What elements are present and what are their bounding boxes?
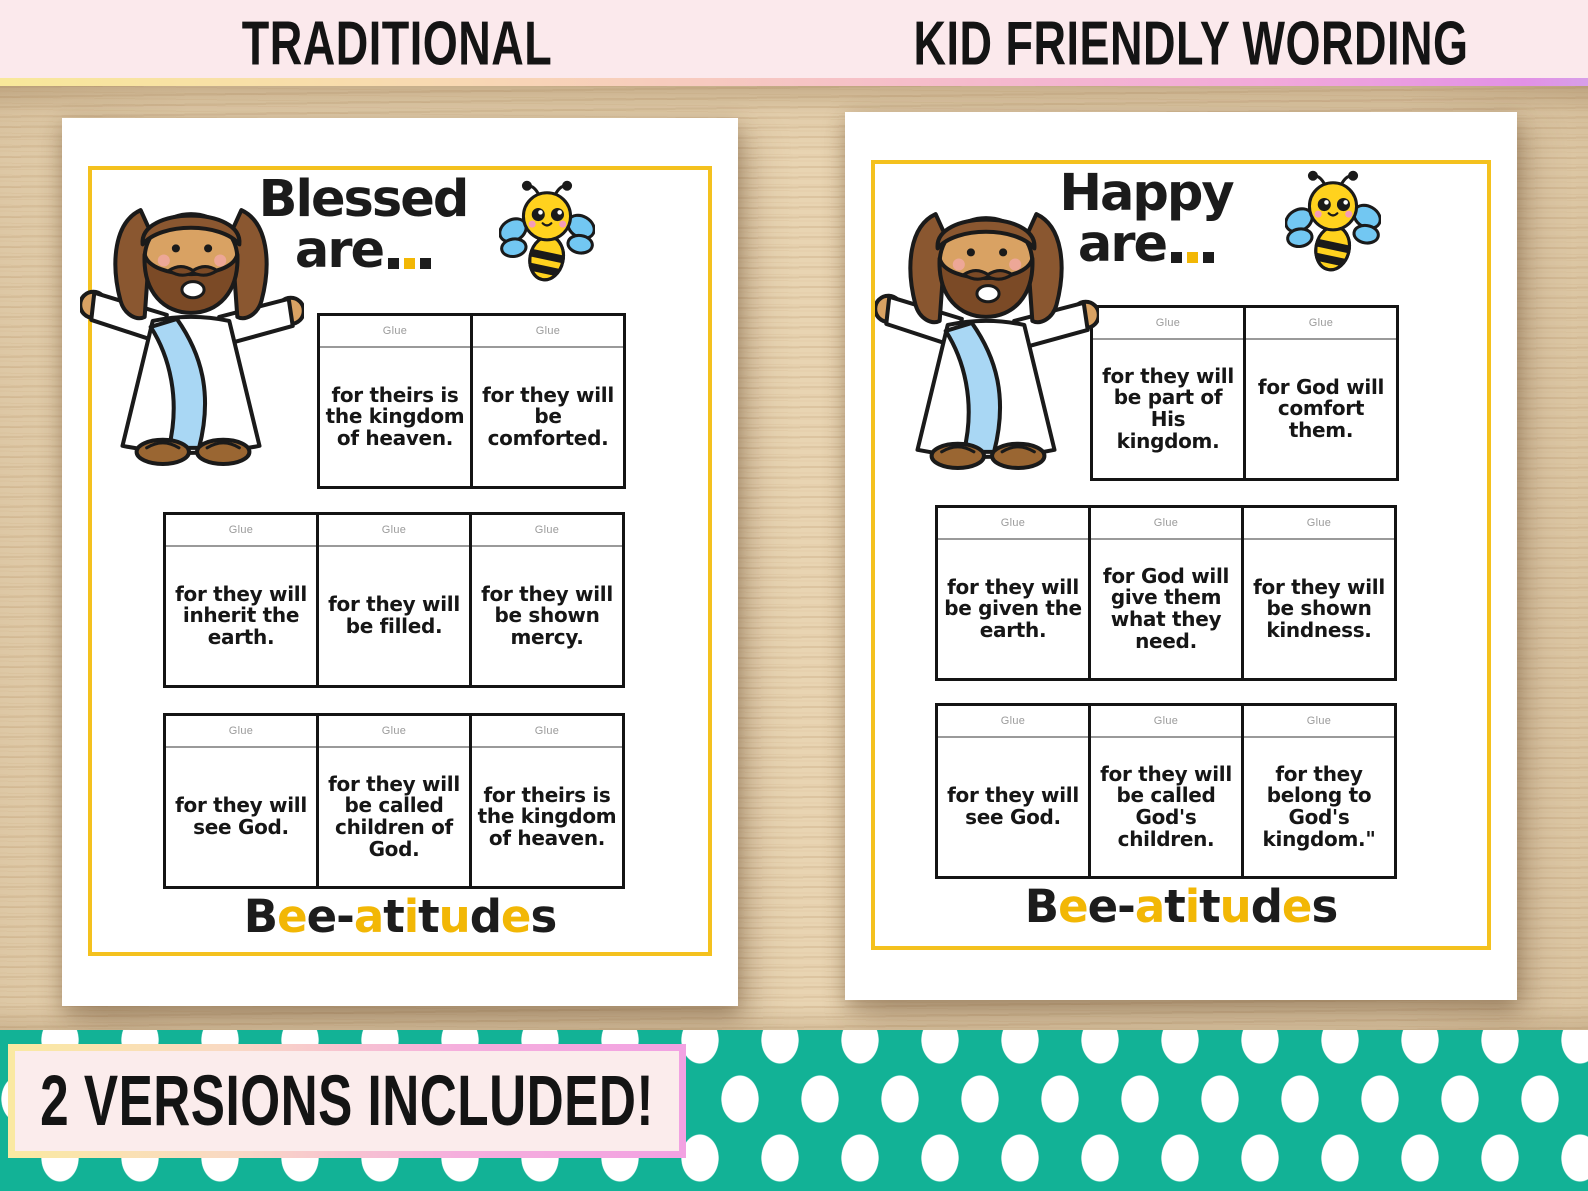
worksheet-traditional [62,118,738,1006]
card-text: for they will be shown mercy. [481,581,613,649]
card-text: for they will be given the earth. [944,574,1082,642]
title-dot [420,258,431,269]
header-bar [0,0,1588,78]
glue-card [469,512,625,688]
card-text: for they belong to God's kingdom." [1262,761,1376,851]
page-title [238,170,488,280]
card-text: for they will see God. [947,783,1079,829]
bee-atitudes-title: Bee-atitudes [1024,880,1338,933]
versions-banner-text: 2 VERSIONS INCLUDED! [40,1061,654,1141]
card-row [317,313,623,489]
title-word-1: Happy [1059,164,1233,223]
bee-atitudes-title: Bee-atitudes [243,890,557,943]
versions-banner [8,1044,686,1158]
title-dot [1171,252,1182,263]
card-text: for theirs is the kingdom of heaven. [325,382,465,450]
title-word-1: Blessed [258,170,468,229]
glue-strip: Glue [319,716,469,748]
card-row [163,512,622,688]
glue-card [470,313,626,489]
glue-card [1243,305,1399,481]
polka-dot-band [0,1030,1588,1191]
glue-strip: Glue [472,515,622,547]
glue-strip: Glue [1093,308,1243,340]
card-row [935,505,1394,681]
card-text: for they will be filled. [328,592,460,638]
header-gradient-divider [0,78,1588,86]
card-text: for they will see God. [175,793,307,839]
glue-card [317,313,473,489]
card-text: for they will be called God's children. [1100,761,1232,851]
header-label-kid-friendly: KID FRIENDLY WORDING [913,8,1469,79]
card-row [163,713,622,889]
glue-card [316,512,472,688]
glue-strip: Glue [1091,706,1241,738]
glue-strip: Glue [472,716,622,748]
glue-strip: Glue [1244,508,1394,540]
title-dot [1203,252,1214,263]
glue-card [1088,505,1244,681]
glue-strip: Glue [1246,308,1396,340]
card-text: for theirs is the kingdom of heaven. [477,782,617,850]
glue-strip: Glue [319,515,469,547]
title-dot [1187,252,1198,263]
title-dot [388,258,399,269]
glue-strip: Glue [473,316,623,348]
header-label-traditional: TRADITIONAL [241,8,553,79]
card-text: for God will give them what they need. [1102,563,1230,653]
glue-strip: Glue [938,508,1088,540]
glue-strip: Glue [1244,706,1394,738]
card-text: for God will comfort them. [1257,374,1385,442]
card-row [1090,305,1396,481]
title-word-2: are [295,225,431,276]
glue-card [1090,305,1246,481]
glue-card [316,713,472,889]
worksheet-kid-friendly [845,112,1517,1000]
glue-card [935,505,1091,681]
glue-strip: Glue [320,316,470,348]
glue-card [935,703,1091,879]
card-text: for they will be part of His kingdom. [1102,363,1234,453]
card-text: for they will be shown kindness. [1253,574,1385,642]
glue-strip: Glue [1091,508,1241,540]
glue-card [163,512,319,688]
title-word-2: are [1078,219,1214,270]
glue-card [1088,703,1244,879]
bee-icon [1285,166,1381,278]
page-title [1021,164,1271,274]
glue-strip: Glue [166,515,316,547]
card-text: for they will be comforted. [482,382,614,450]
glue-card [1241,505,1397,681]
bee-icon [499,176,595,288]
glue-card [469,713,625,889]
glue-strip: Glue [938,706,1088,738]
glue-strip: Glue [166,716,316,748]
glue-card [1241,703,1397,879]
title-dot [404,258,415,269]
card-text: for they will be called children of God. [328,771,460,861]
glue-card [163,713,319,889]
card-text: for they will inherit the earth. [175,581,307,649]
card-row [935,703,1394,879]
